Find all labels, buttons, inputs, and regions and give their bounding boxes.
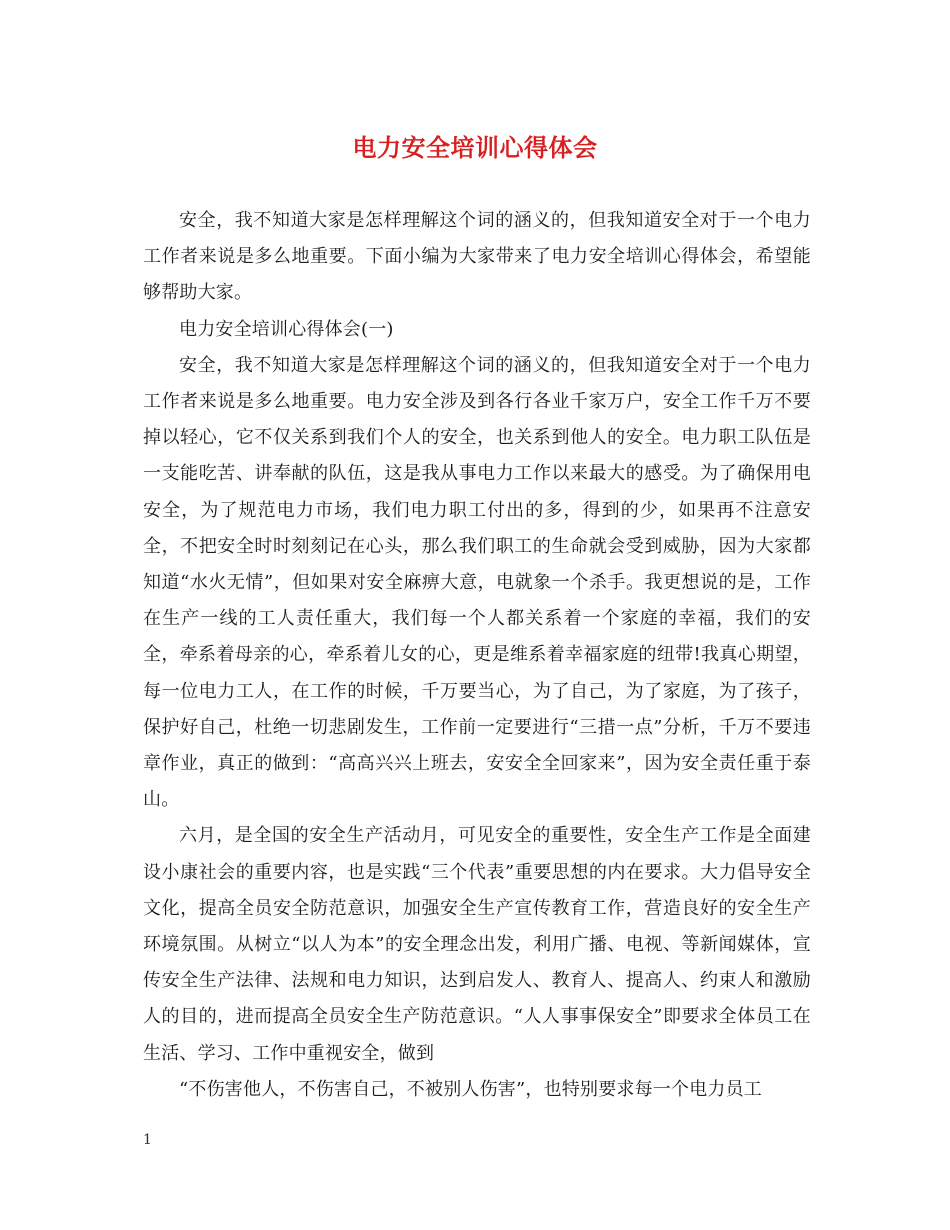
paragraph-1: 安全，我不知道大家是怎样理解这个词的涵义的，但我知道安全对于一个电力工作者来说是多么地重要。电力安全涉及到各行各业千家万户，安全工作千万不要掉以轻心，它不仅关系到我们个人的安全，也关系到他人的安全。电力职工队伍是一支能吃苦、讲奉献的队伍，这是我从事电力工作以来最大的感受。为了确保用电安全，为了规范电力市场，我们电力职工付出的多，得到的少，如果再不注意安全，不把安全时时刻刻记在心头，那么我们职工的生命就会受到威胁，因为大家都知道“水火无情”，但如果对安全麻痹大意，电就象一个杀手。我更想说的是，工作在生产一线的工人责任重大，我们每一个人都关系着一个家庭的幸福，我们的安全，牵系着母亲的心，牵系着儿女的心，更是维系着幸福家庭的纽带!我真心期望，每一位电力工人，在工作的时候，千万要当心，为了自己，为了家庭，为了孩子，保护好自己，杜绝一切悲剧发生，工作前一定要进行“三措一点”分析，千万不要违章作业，真正的做到：“高高兴兴上班去，安安全全回家来”，因为安全责任重于泰山。 xyxy=(143,354,811,811)
page-number: 1 xyxy=(143,1132,152,1148)
document-body xyxy=(143,203,811,1108)
document-title: 电力安全培训心得体会 xyxy=(352,133,598,162)
paragraph-2: 六月，是全国的安全生产活动月，可见安全的重要性，安全生产工作是全面建设小康社会的重要内容，也是实践“三个代表”重要思想的内在要求。大力倡导安全文化，提高全员安全防范意识，加强安全生产宣传教育工作，营造良好的安全生产环境氛围。从树立“以人为本”的安全理念出发，利用广播、电视、等新闻媒体，宣传安全生产法律、法规和电力知识，达到启发人、教育人、提高人、约束人和激励人的目的，进而提高全员安全生产防范意识。“人人事事保安全”即要求全体员工在生活、学习、工作中重视安全，做到 xyxy=(143,825,811,1064)
paragraph-3: “不伤害他人，不伤害自己，不被别人伤害”，也特别要求每一个电力员工 xyxy=(179,1078,763,1100)
paragraph-intro: 安全，我不知道大家是怎样理解这个词的涵义的，但我知道安全对于一个电力工作者来说是多么地重要。下面小编为大家带来了电力安全培训心得体会，希望能够帮助大家。 xyxy=(143,210,811,304)
section-heading: 电力安全培训心得体会(一) xyxy=(179,318,394,340)
